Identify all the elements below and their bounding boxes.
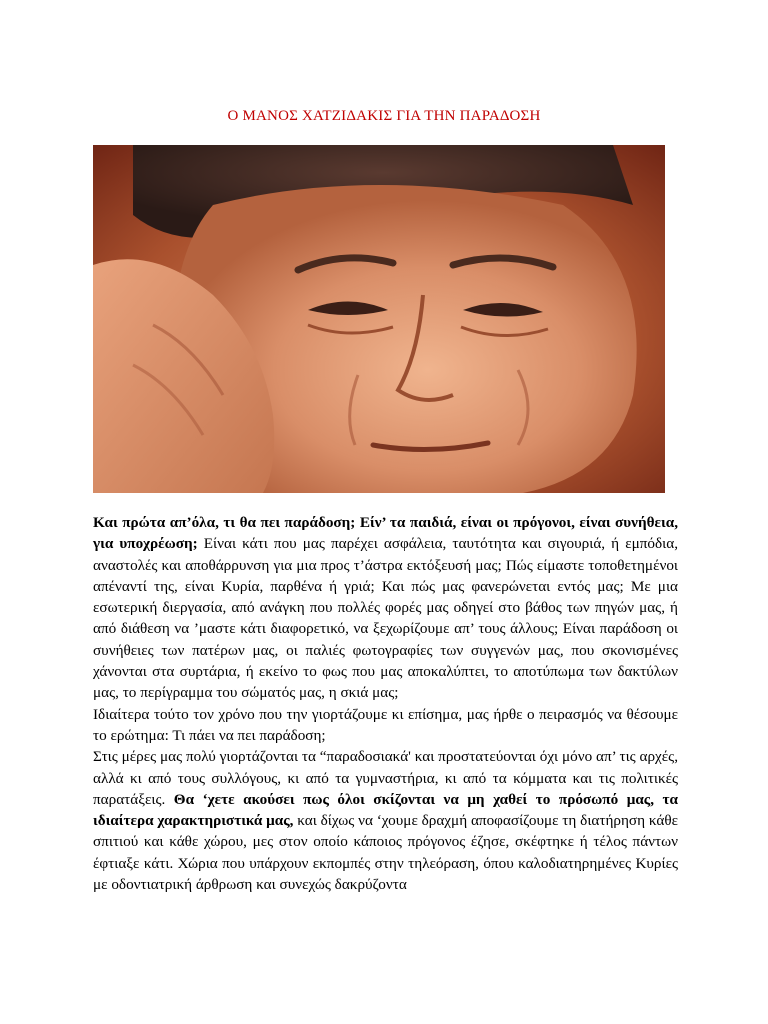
paragraph-2-text: Ιδιαίτερα τούτο τον χρόνο που την γιορτάζουμε κι επίσημα, μας ήρθε ο πειρασμός να θέσουμε το ερώτημα: Τι πάει να πει παράδοση; [93, 705, 678, 744]
paragraph-3 [93, 746, 678, 895]
paragraph-3-bold: Θα ‘χετε ακούσει πως όλοι σκίζονται να μη χαθεί το πρόσωπό μας, τα ιδιαίτερα χαρακτηριστικά μας, [93, 790, 678, 830]
paragraph-1-bold: Και πρώτα απ’όλα, τι θα πει παράδοση; Είν’ τα παιδιά, είναι οι πρόγονοι, είναι συνήθεια, για υποχρέωση; [93, 514, 678, 553]
document-title: Ο ΜΑΝΟΣ ΧΑΤΖΙΔΑΚΙΣ ΓΙΑ ΤΗΝ ΠΑΡΑΔΟΣΗ [227, 108, 541, 124]
paragraph-3-text: και δίχως να ‘χουμε δραχμή αποφασίζουμε τη διατήρηση κάθε σπιτιού και κάθε χώρου, μες στον οποίο κάποιος πρόγονος έζησε, σκέφτηκε ή τέλος πάντων έφτιαξε κάτι. Χώρια που υπάρχουν εκπομπές στην τηλεόραση, όπου καλοδιατηρημένες Κυρίες με οδοντιατρική άρθρωση και συνεχώς δακρύζοντα [93, 812, 678, 894]
paragraph-3-text-before: Στις μέρες μας πολύ γιορτάζονται τα “παραδοσιακά' και προστατεύονται όχι μόνο απ’ τις αρχές, αλλά κι από τους συλλόγους, κι από τα γυμναστήρια, κι από τα κόμματα και τις πολιτικές παρατάξεις. [93, 748, 678, 808]
paragraph-1-text: Είναι κάτι που μας παρέχει ασφάλεια, ταυτότητα και σιγουριά, ή εμπόδια, αναστολές και αποθάρρυνση για μια προς τ’άστρα εκτόξευσή μας; Πώς είμαστε τοποθετημένοι απέναντί της, είναι Κυρία, παρθένα ή γριά; Και πώς μας φανερώνεται εντός μας; Με μια εσωτερική διεργασία, από ανάγκη που πολλές φορές μας οδηγεί στο βάθος των πηγών μας, ή από διάθεση να ’μαστε κάτι διαφορετικό, να ξεχωρίζουμε απ’ τους άλλους; Είναι παράδοση οι συνήθειες των πατέρων μας, οι παλιές φωτογραφίες των συγγενών μας, που σκονισμένες χάνονται στα συρτάρια, ή εκείνο το φως που μας αποκαλύπτει, το αποτύπωμα των δακτύλων μας, το περίγραμμα του σώματός μας, η σκιά μας; [93, 535, 678, 702]
portrait-photo [93, 145, 665, 493]
article-body [93, 512, 678, 895]
paragraph-1 [93, 512, 678, 704]
paragraph-2 [93, 704, 678, 747]
portrait-photo-icon [93, 145, 665, 493]
